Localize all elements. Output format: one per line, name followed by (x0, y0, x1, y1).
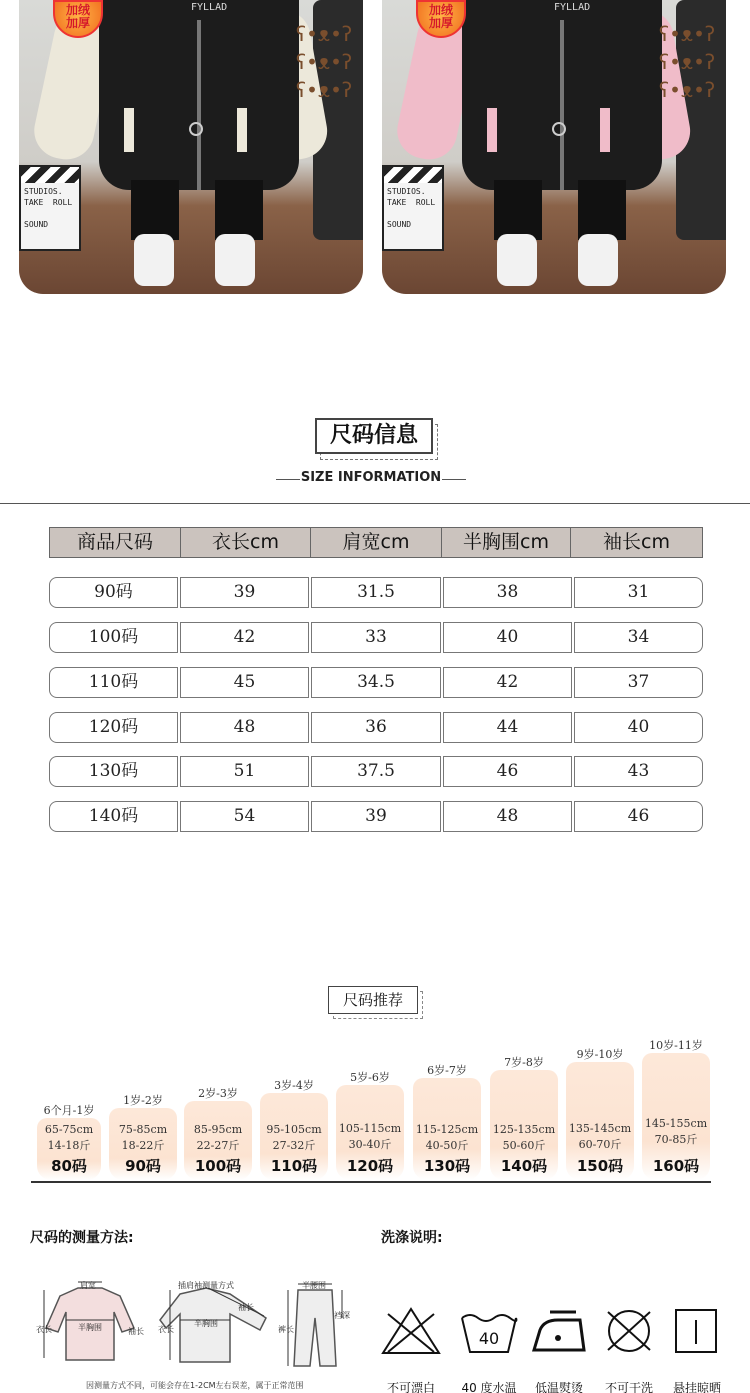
chest-label: 半胸围 (78, 1323, 102, 1332)
fleece-badge: 加绒 加厚 (416, 0, 466, 38)
care-label: 40 度水温 (461, 1381, 517, 1393)
table-cell: 40 (443, 622, 572, 653)
size-column (260, 1079, 328, 1180)
height-range: 75-85cm (118, 1123, 168, 1136)
weight-range: 70-85斤 (654, 1133, 698, 1146)
age-range: 6岁-7岁 (427, 1064, 467, 1077)
no-dry-clean-icon (598, 1306, 660, 1356)
header-cell: 衣长cm (181, 528, 311, 557)
table-cell: 54 (180, 801, 309, 832)
table-cell: 37.5 (311, 756, 441, 787)
table-cell: 37 (574, 667, 703, 698)
size-label: 80码 (51, 1157, 87, 1175)
weight-range: 14-18斤 (47, 1139, 91, 1152)
size-column (109, 1094, 177, 1180)
hang-dry-icon (666, 1306, 728, 1356)
no-bleach-icon (380, 1306, 442, 1356)
age-range: 3岁-4岁 (274, 1079, 314, 1092)
table-cell: 120码 (49, 712, 178, 743)
shoe (497, 234, 537, 286)
care-label: 悬挂晾晒 (672, 1381, 721, 1393)
table-cell: 45 (180, 667, 309, 698)
height-range: 145-155cm (644, 1117, 708, 1130)
weight-range: 18-22斤 (121, 1139, 165, 1152)
size-label: 100码 (194, 1157, 242, 1175)
table-cell: 48 (443, 801, 572, 832)
size-label: 120码 (346, 1157, 394, 1175)
size-column (566, 1048, 634, 1180)
age-range: 2岁-3岁 (198, 1087, 238, 1100)
raglan-sleeve-label: 袖长 (238, 1303, 254, 1312)
pants-leg (578, 180, 626, 240)
pants-leg (131, 180, 179, 240)
care-label: 不可干洗 (604, 1381, 653, 1393)
table-cell: 39 (180, 577, 309, 608)
age-range: 6个月-1岁 (43, 1104, 95, 1117)
height-range: 115-125cm (415, 1123, 479, 1136)
weight-range: 30-40斤 (348, 1138, 392, 1151)
table-cell: 31.5 (311, 577, 441, 608)
measure-diagrams (30, 1268, 350, 1378)
measure-title: 尺码的测量方法: (30, 1230, 134, 1246)
size-label: 160码 (652, 1157, 700, 1175)
size-column (413, 1064, 481, 1180)
age-range: 9岁-10岁 (576, 1048, 624, 1061)
pants-length-label: 裤长 (278, 1325, 294, 1334)
table-cell: 40 (574, 712, 703, 743)
wash-temp-text: 40 (478, 1329, 500, 1348)
shoulder-label: 肩宽 (80, 1281, 96, 1290)
brand-label: FYLLAD (191, 2, 228, 13)
product-photo-white (19, 0, 363, 294)
zipper-ring (552, 122, 566, 136)
section-divider (0, 503, 750, 504)
measure-note: 因测量方式不同，可能会存在1-2CM左右误差，属于正常范围 (86, 1381, 304, 1390)
table-row (49, 667, 703, 698)
care-label: 低温熨烫 (534, 1381, 583, 1393)
table-cell: 43 (574, 756, 703, 787)
product-photo-pink (382, 0, 726, 294)
coat-pocket (600, 108, 610, 152)
size-label: 150码 (576, 1157, 624, 1175)
weight-range: 50-60斤 (502, 1139, 546, 1152)
coat-pocket (124, 108, 134, 152)
header-cell: 半胸围cm (442, 528, 571, 557)
table-row (49, 756, 703, 787)
recommend-baseline (31, 1181, 711, 1183)
pants-leg (215, 180, 263, 240)
table-cell: 33 (311, 622, 441, 653)
size-table-header (49, 527, 703, 558)
weight-range: 60-70斤 (578, 1138, 622, 1151)
rise-label: 裆深 (334, 1311, 350, 1320)
size-label: 130码 (423, 1157, 471, 1175)
age-range: 1岁-2岁 (123, 1094, 163, 1107)
coat-zipper (560, 20, 564, 190)
header-cell: 袖长cm (603, 531, 670, 553)
table-cell: 36 (311, 712, 441, 743)
height-range: 65-75cm (44, 1123, 94, 1136)
sleeve-label: 袖长 (128, 1327, 144, 1336)
clapperboard-text: STUDIOS. TAKE ROLL SOUND (387, 187, 436, 229)
table-cell: 90码 (49, 577, 178, 608)
pants-leg (494, 180, 542, 240)
clapperboard (382, 165, 444, 251)
table-cell: 42 (443, 667, 572, 698)
size-label: 140码 (500, 1157, 548, 1175)
table-cell: 34 (574, 622, 703, 653)
height-range: 95-105cm (266, 1123, 322, 1136)
table-cell: 140码 (49, 801, 178, 832)
raglan-title-label: 插肩袖测量方式 (178, 1281, 234, 1290)
raglan-length-label: 衣长 (158, 1325, 174, 1334)
size-column (37, 1104, 101, 1180)
wash-40-icon (458, 1306, 520, 1356)
age-range: 7岁-8岁 (504, 1056, 544, 1069)
waist-label: 半腰围 (302, 1281, 326, 1290)
size-info-title: 尺码信息 (315, 418, 433, 454)
table-cell: 46 (574, 801, 703, 832)
care-title: 洗涤说明: (381, 1230, 443, 1246)
size-column (336, 1071, 404, 1180)
age-range: 5岁-6岁 (350, 1071, 390, 1084)
table-cell: 51 (180, 756, 309, 787)
shoe (134, 234, 174, 286)
bear-patches: ʕ•ᴥ•ʔ ʕ•ᴥ•ʔ ʕ•ᴥ•ʔ (295, 22, 353, 102)
table-cell: 48 (180, 712, 309, 743)
size-column (490, 1056, 558, 1180)
coat-zipper (197, 20, 201, 190)
table-cell: 110码 (49, 667, 178, 698)
table-cell: 42 (180, 622, 309, 653)
age-range: 10岁-11岁 (649, 1039, 703, 1052)
height-range: 105-115cm (338, 1122, 402, 1135)
pants-icon (294, 1290, 336, 1366)
height-range: 125-135cm (492, 1123, 556, 1136)
size-recommend-title: 尺码推荐 (328, 986, 418, 1014)
table-cell: 39 (311, 801, 441, 832)
table-cell: 130码 (49, 756, 178, 787)
table-row (49, 622, 703, 653)
size-column (184, 1087, 252, 1180)
table-cell: 31 (574, 577, 703, 608)
table-cell: 44 (443, 712, 572, 743)
size-label: 90码 (125, 1157, 161, 1175)
shoe (578, 234, 618, 286)
fleece-badge: 加绒 加厚 (53, 0, 103, 38)
header-cell: 肩宽cm (311, 528, 442, 557)
raglan-chest-label: 半胸围 (194, 1319, 218, 1328)
header-cell: 商品尺码 (50, 528, 181, 557)
weight-range: 22-27斤 (196, 1139, 240, 1152)
coat-pocket (237, 108, 247, 152)
length-label: 衣长 (36, 1325, 52, 1334)
low-iron-icon (528, 1306, 590, 1356)
care-label: 不可漂白 (386, 1381, 435, 1393)
size-column (642, 1039, 710, 1180)
table-cell: 46 (443, 756, 572, 787)
table-cell: 100码 (49, 622, 178, 653)
table-row (49, 712, 703, 743)
table-row (49, 577, 703, 608)
brand-label: FYLLAD (554, 2, 591, 13)
size-info-subtitle: SIZE INFORMATION (276, 470, 466, 485)
coat-pocket (487, 108, 497, 152)
height-range: 85-95cm (193, 1123, 243, 1136)
height-range: 135-145cm (568, 1122, 632, 1135)
weight-range: 27-32斤 (272, 1139, 316, 1152)
table-cell: 34.5 (311, 667, 441, 698)
table-cell: 38 (443, 577, 572, 608)
zipper-ring (189, 122, 203, 136)
shoe (215, 234, 255, 286)
bear-patches: ʕ•ᴥ•ʔ ʕ•ᴥ•ʔ ʕ•ᴥ•ʔ (658, 22, 716, 102)
clapperboard (19, 165, 81, 251)
clapperboard-text: STUDIOS. TAKE ROLL SOUND (24, 187, 73, 229)
weight-range: 40-50斤 (425, 1139, 469, 1152)
size-label: 110码 (270, 1157, 318, 1175)
table-row (49, 801, 703, 832)
